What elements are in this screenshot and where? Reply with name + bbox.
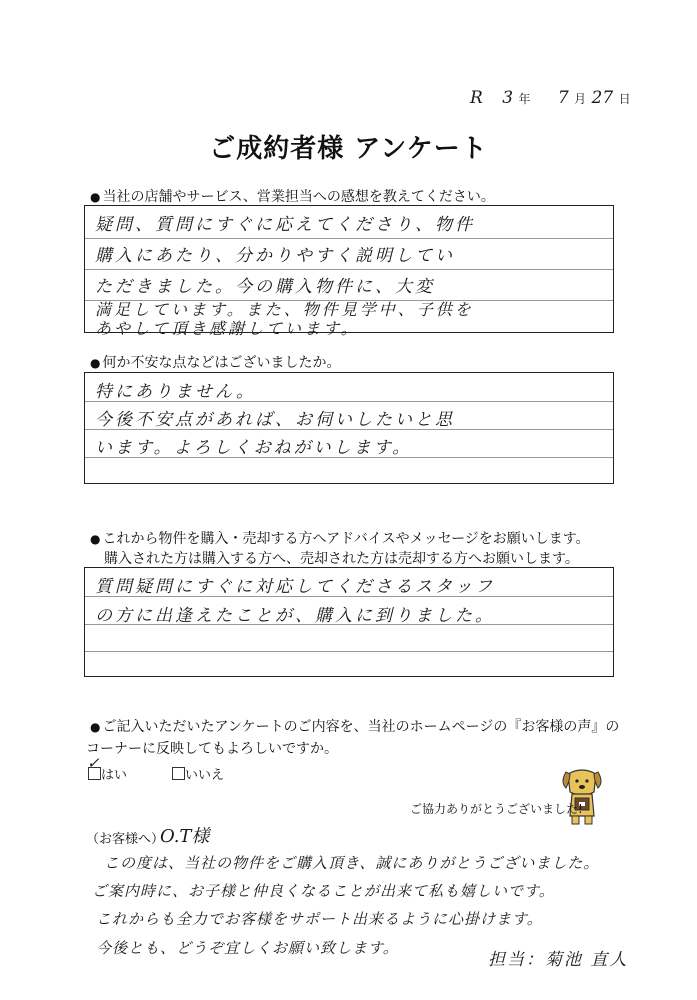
date-day: 27 — [591, 88, 614, 108]
customer-name: O.T様 — [160, 826, 210, 847]
date-month: 7 — [557, 88, 569, 108]
answer-box-1 — [84, 205, 614, 338]
answer-3-line-2: の方に出逢えたことが、購入に到りました。 — [95, 606, 495, 626]
checkbox-icon — [172, 767, 185, 780]
bullet-icon: ● — [90, 532, 101, 546]
question-1-text: 当社の店舗やサービス、営業担当への感想を教えてください。 — [102, 189, 495, 205]
no-label: いいえ — [185, 768, 225, 783]
answer-2-line-1: 特にありません。 — [95, 382, 257, 402]
survey-date — [470, 88, 631, 108]
date-month-unit: 月 — [574, 92, 587, 106]
question-3-text: これから物件を購入・売却する方へアドバイスやメッセージをお願いします。 — [102, 531, 590, 547]
answer-3-line-1: 質問疑問にすぐに対応してくださるスタッフ — [95, 577, 495, 597]
answer-2-line-2: 今後不安点があれば、お伺いしたいと思 — [95, 410, 455, 430]
staff-message-line-2: ご案内時に、お子様と仲良くなることが出来て私も嬉しいです。 — [92, 882, 555, 900]
check-mark-icon: ✓ — [87, 754, 100, 772]
yes-checkbox-option[interactable] — [87, 754, 128, 783]
page-title: ご成約者様 アンケート — [209, 134, 488, 164]
no-checkbox-option[interactable] — [172, 764, 224, 783]
question-4-text: ご記入いただいたアンケートのご内容を、当社のホームページの『お客様の声』の — [102, 719, 620, 735]
staff-message-line-4: 今後とも、どうぞ宜しくお願い致します。 — [96, 939, 399, 957]
date-day-unit: 日 — [618, 92, 631, 106]
checkbox-icon — [87, 754, 101, 780]
answer-box-2 — [84, 372, 614, 484]
answer-1-line-5: あやして頂き感謝しています。 — [95, 319, 360, 338]
dog-mascot-icon — [558, 766, 606, 826]
question-2-text: 何か不安な点などはございましたか。 — [102, 355, 341, 371]
bullet-icon: ● — [90, 190, 101, 204]
date-year: 3 — [502, 88, 514, 108]
question-3 — [90, 528, 590, 548]
date-era: R — [470, 88, 483, 108]
answer-1-line-3: ただきました。今の購入物件に、大変 — [95, 277, 435, 297]
answer-2-line-3: います。よろしくおねがいします。 — [95, 438, 413, 458]
bullet-icon: ● — [90, 720, 101, 734]
yes-label: はい — [101, 768, 128, 783]
staff-message-header: （お客様へ） — [86, 832, 165, 847]
question-4-sub: コーナーに反映してもよろしいですか。 — [86, 741, 338, 757]
question-3-sub: 購入された方は購入する方へ、売却された方は売却する方へお願いします。 — [104, 551, 579, 567]
answer-1-line-4: 満足しています。また、物件見学中、子供を — [95, 300, 474, 319]
question-4 — [90, 716, 619, 736]
thanks-message: ご協力ありがとうございました! — [410, 802, 583, 816]
date-year-unit: 年 — [518, 92, 531, 106]
answer-1-line-2: 購入にあたり、分かりやすく説明してい — [95, 246, 455, 266]
answer-box-3 — [84, 567, 614, 677]
answer-1-line-1: 疑問、質問にすぐに応えてくださり、物件 — [95, 215, 475, 235]
staff-message-line-1: この度は、当社の物件をご購入頂き、誠にありがとうございました。 — [104, 854, 600, 872]
staff-signature: 担当：菊池 直人 — [488, 950, 629, 970]
staff-message-line-3: これからも全力でお客様をサポート出来るように心掛けます。 — [96, 910, 543, 928]
question-1 — [90, 186, 495, 206]
bullet-icon: ● — [90, 356, 101, 370]
question-2 — [90, 352, 340, 372]
